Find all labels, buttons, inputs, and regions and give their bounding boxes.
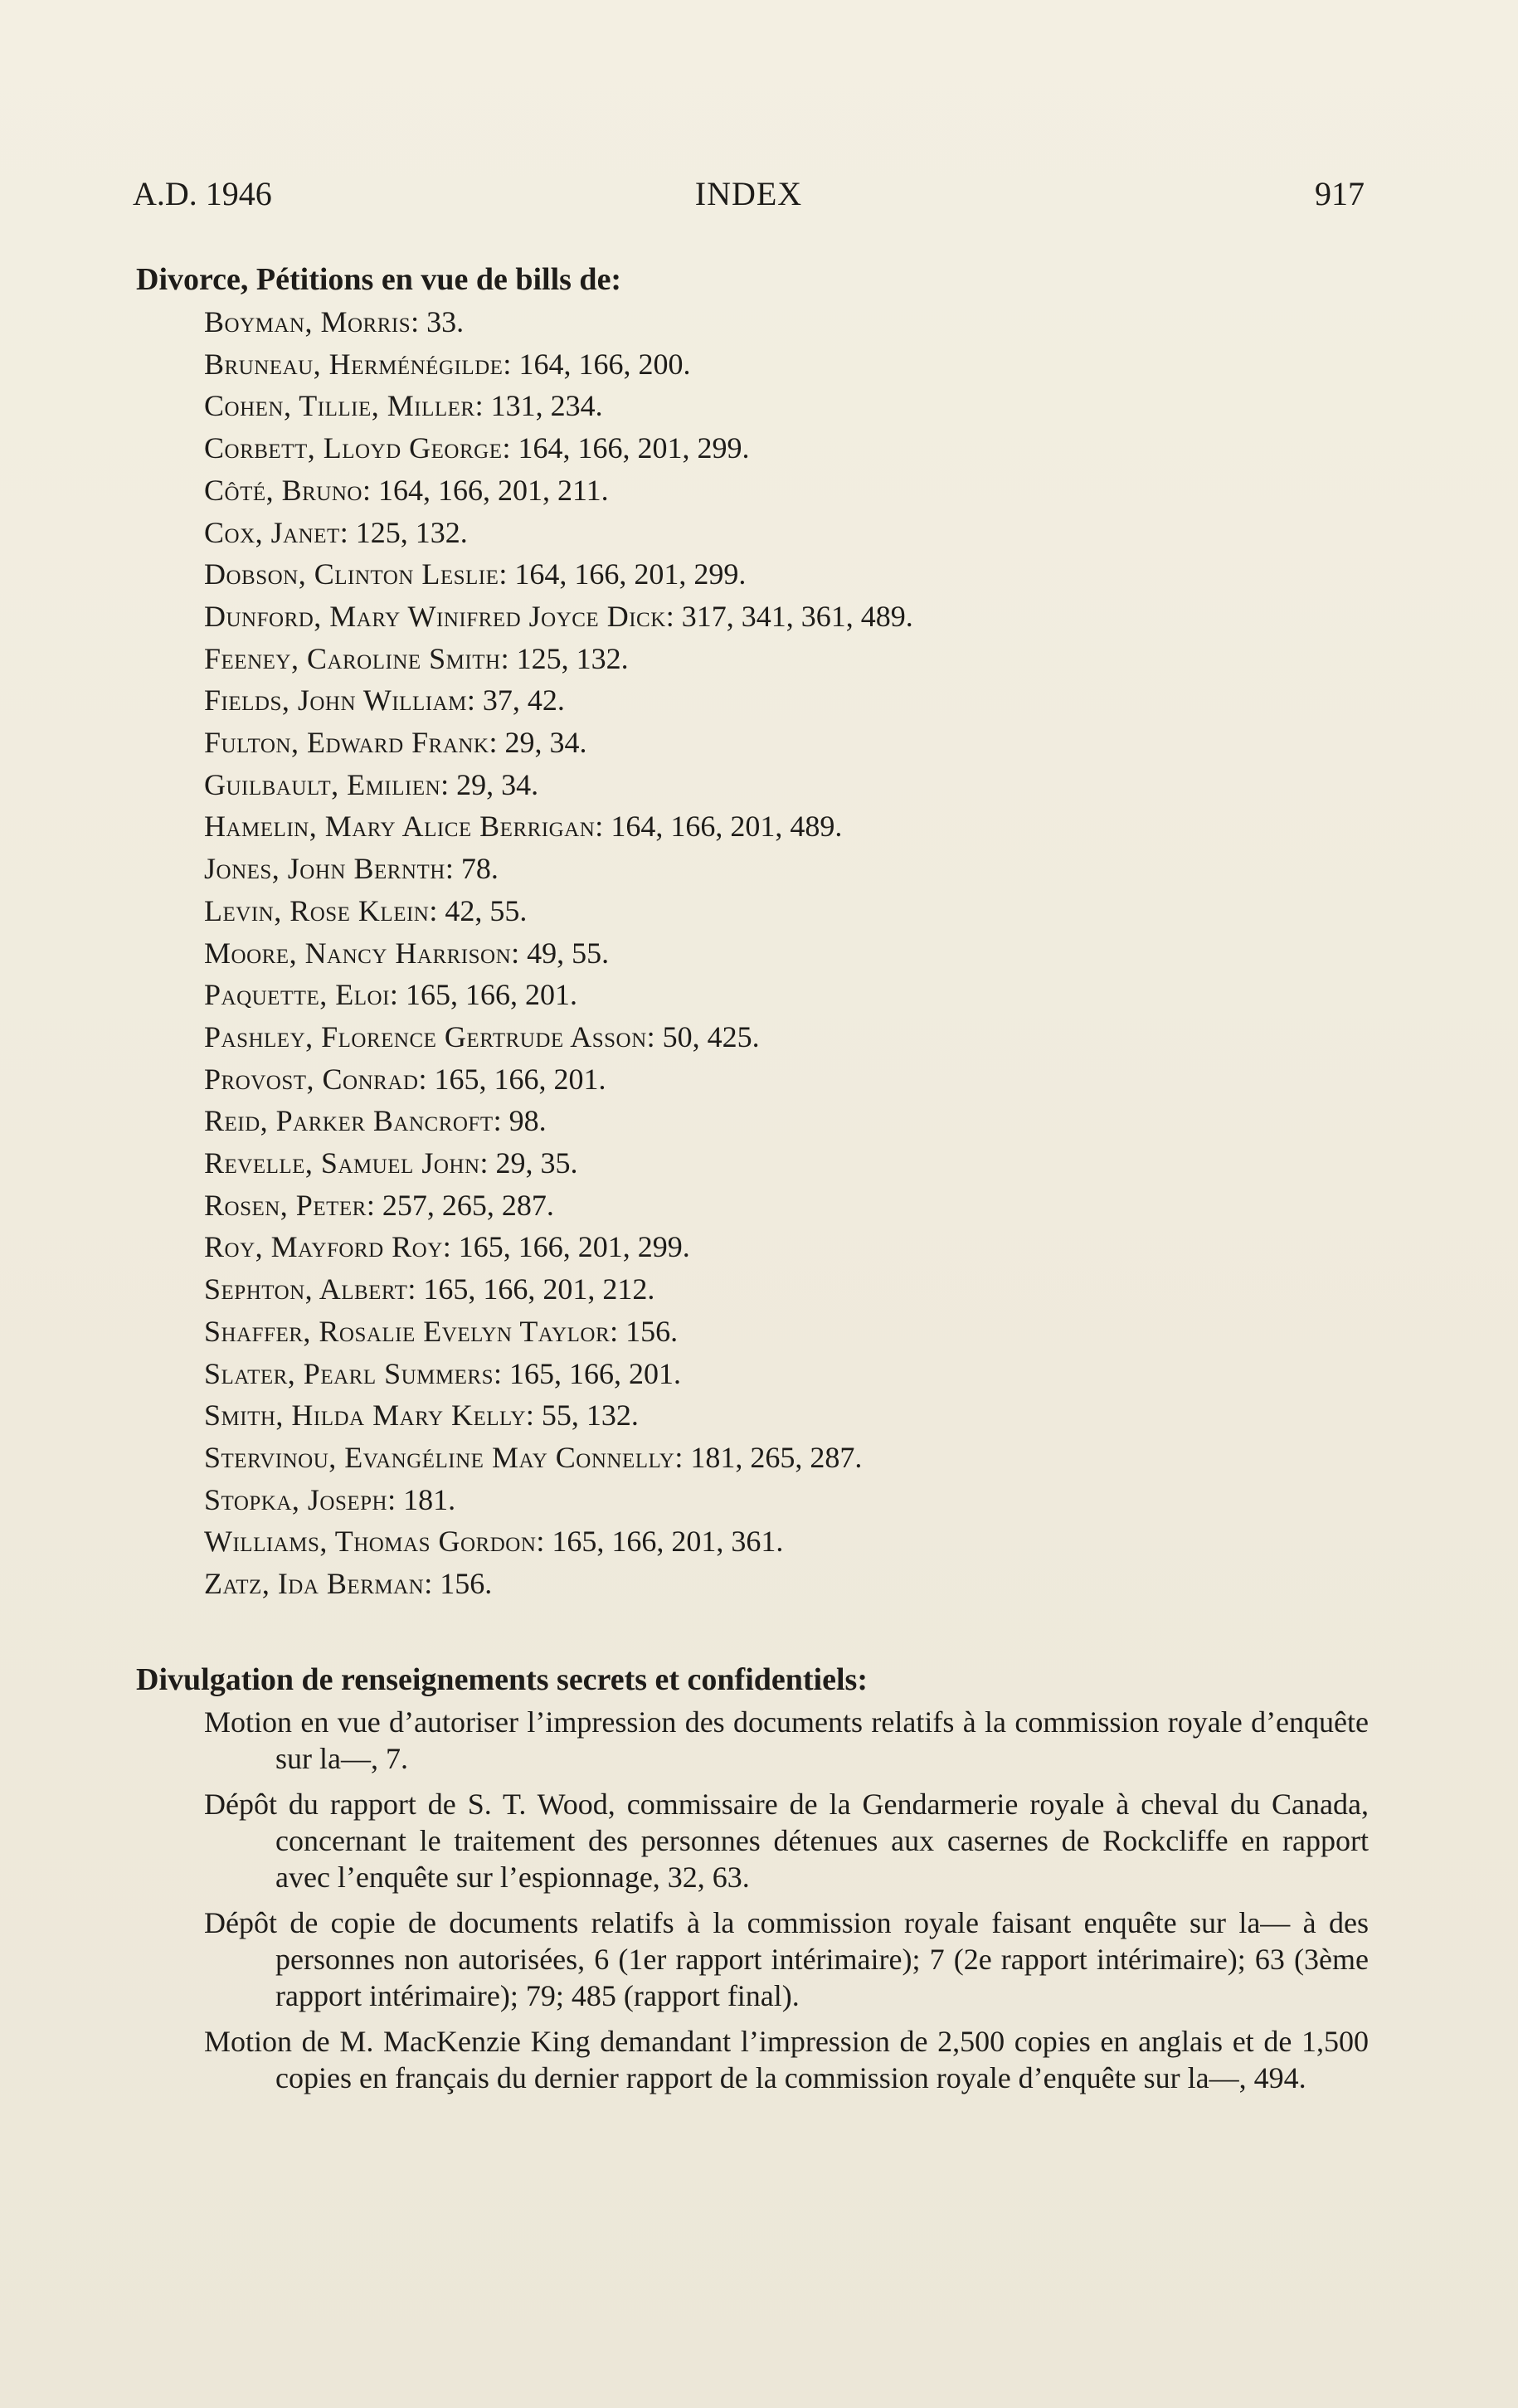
index-entry: Zatz, Ida Berman: 156. [204,1567,493,1601]
entry-name: Bruneau, Herménégilde [204,347,504,381]
entry-name: Stervinou, Evangéline May Connelly [204,1440,675,1474]
section-heading-divulgation: Divulgation de renseignements secrets et confidentiels: [136,1662,868,1697]
entry-pages: 165, 166, 201. [434,1062,606,1096]
index-entry: Provost, Conrad: 165, 166, 201. [204,1062,606,1096]
index-entry: Revelle, Samuel John: 29, 35. [204,1146,578,1180]
index-entry: Corbett, Lloyd George: 164, 166, 201, 299. [204,431,750,465]
index-entry: Roy, Mayford Roy: 165, 166, 201, 299. [204,1230,690,1264]
entry-name: Roy, Mayford Roy [204,1230,443,1264]
header-year: A.D. 1946 [133,175,272,212]
section-divorce [133,259,1369,1605]
index-entry: Hamelin, Mary Alice Berrigan: 164, 166, 201, 489. [204,810,843,844]
entry-name: Hamelin, Mary Alice Berrigan [204,810,596,844]
entry-name: Revelle, Samuel John [204,1146,480,1180]
index-entry: Côté, Bruno: 164, 166, 201, 211. [204,473,609,507]
entry-name: Cohen, Tillie, Miller [204,389,475,423]
entry-pages: 164, 166, 200. [518,347,691,381]
section-divulgation [133,1659,1369,2105]
entry-pages: 78. [460,852,499,886]
index-entry: Smith, Hilda Mary Kelly: 55, 132. [204,1399,639,1433]
entry-pages: 181. [403,1482,456,1516]
header-title: INDEX [694,175,803,212]
index-entry: Guilbault, Emilien: 29, 34. [204,767,539,801]
entry-name: Moore, Nancy Harrison [204,936,512,970]
section-heading-divorce: Divorce, Pétitions en vue de bills de: [136,262,622,297]
index-entry: Slater, Pearl Summers: 165, 166, 201. [204,1356,681,1390]
entry-pages: 131, 234. [490,389,603,423]
index-entry: Cohen, Tillie, Miller: 131, 234. [204,389,603,423]
entry-pages: 164, 166, 201, 299. [518,431,750,465]
entry-name: Shaffer, Rosalie Evelyn Taylor [204,1314,611,1348]
index-entry: Paquette, Eloi: 165, 166, 201. [204,978,577,1012]
index-entry: Stervinou, Evangéline May Connelly: 181, 265, 287. [204,1440,863,1474]
index-entry: Levin, Rose Klein: 42, 55. [204,893,528,927]
entry-name: Reid, Parker Bancroft [204,1104,494,1138]
entry-pages: 165, 166, 201, 299. [458,1230,690,1264]
entry-pages: 164, 166, 201, 489. [611,810,843,844]
entry-name: Levin, Rose Klein [204,893,430,927]
entry-pages: 165, 166, 201, 361. [552,1525,784,1559]
index-entry: Sephton, Albert: 165, 166, 201, 212. [204,1272,655,1306]
entry-pages: 37, 42. [482,683,565,718]
running-header [133,171,1365,217]
index-entry: Rosen, Peter: 257, 265, 287. [204,1188,554,1222]
index-subentry: Motion de M. MacKenzie King demandant l’impression de 2,500 copies en anglais et de 1,500 copies en français du dernier rapport de la commission royale d’enquête sur la—, 494. [204,2025,1369,2094]
entry-name: Côté, Bruno [204,473,362,507]
page-number: 917 [1315,175,1365,212]
entry-pages: 156. [625,1314,679,1348]
entry-pages: 165, 166, 201, 212. [423,1272,655,1306]
divorce-entry-list [133,301,1369,1605]
index-subentry: Dépôt du rapport de S. T. Wood, commissaire de la Gendarmerie royale à cheval du Canada, concernant le traitement des personnes détenues aux casernes de Rockcliffe en rapport avec l’enquête sur l’espionnage, 32, 63. [204,1788,1369,1894]
index-entry: Dobson, Clinton Leslie: 164, 166, 201, 299. [204,557,747,591]
entry-pages: 29, 35. [495,1146,578,1180]
index-subentry: Dépôt de copie de documents relatifs à la commission royale faisant enquête sur la— à des personnes non autorisées, 6 (1er rapport intérimaire); 7 (2e rapport intérimaire); 63 (3ème rapport intérimaire); 79; 485 (rapport final). [204,1906,1369,2012]
index-entry: Fields, John William: 37, 42. [204,683,565,718]
entry-pages: 29, 34. [456,767,539,801]
entry-name: Rosen, Peter [204,1188,367,1222]
entry-name: Guilbault, Emilien [204,767,441,801]
entry-name: Cox, Janet [204,515,340,549]
entry-pages: 33. [426,305,465,338]
index-entry: Moore, Nancy Harrison: 49, 55. [204,936,610,970]
entry-pages: 55, 132. [541,1399,639,1433]
index-entry: Dunford, Mary Winifred Joyce Dick: 317, 341, 361, 489. [204,599,913,633]
index-entry: Shaffer, Rosalie Evelyn Taylor: 156. [204,1314,679,1348]
entry-pages: 29, 34. [504,726,587,760]
entry-pages: 164, 166, 201, 299. [514,557,747,591]
index-entry: Jones, John Bernth: 78. [204,852,499,886]
index-entry: Boyman, Morris: 33. [204,305,465,338]
index-entry: Feeney, Caroline Smith: 125, 132. [204,641,629,675]
entry-name: Dobson, Clinton Leslie [204,557,499,591]
entry-name: Paquette, Eloi [204,978,390,1012]
index-entry: Bruneau, Herménégilde: 164, 166, 200. [204,347,691,381]
entry-pages: 125, 132. [355,515,468,549]
index-subentry: Motion en vue d’autoriser l’impression des documents relatifs à la commission royale d’enquête sur la—, 7. [204,1705,1369,1775]
entry-pages: 49, 55. [527,936,610,970]
entry-name: Fields, John William [204,683,467,718]
entry-pages: 317, 341, 361, 489. [681,599,913,633]
entry-pages: 164, 166, 201, 211. [377,473,609,507]
entry-name: Stopka, Joseph [204,1482,388,1516]
entry-pages: 165, 166, 201. [405,978,577,1012]
entry-name: Smith, Hilda Mary Kelly [204,1399,526,1433]
entry-name: Dunford, Mary Winifred Joyce Dick [204,599,666,633]
index-entry: Stopka, Joseph: 181. [204,1482,456,1516]
entry-name: Corbett, Lloyd George [204,431,503,465]
entry-name: Sephton, Albert [204,1272,408,1306]
divulgation-entry-list [133,1704,1369,2096]
index-entry: Cox, Janet: 125, 132. [204,515,468,549]
entry-name: Feeney, Caroline Smith [204,641,501,675]
entry-name: Fulton, Edward Frank [204,726,489,760]
entry-pages: 42, 55. [445,893,528,927]
index-entry: Reid, Parker Bancroft: 98. [204,1104,547,1138]
entry-name: Zatz, Ida Berman [204,1567,425,1601]
entry-pages: 125, 132. [516,641,629,675]
index-entry: Pashley, Florence Gertrude Asson: 50, 425. [204,1019,760,1053]
index-entry: Fulton, Edward Frank: 29, 34. [204,726,587,760]
entry-name: Williams, Thomas Gordon [204,1525,537,1559]
entry-pages: 98. [508,1104,547,1138]
entry-pages: 165, 166, 201. [508,1356,681,1390]
entry-name: Pashley, Florence Gertrude Asson [204,1019,647,1053]
entry-pages: 257, 265, 287. [382,1188,554,1222]
entry-name: Provost, Conrad [204,1062,419,1096]
entry-name: Jones, John Bernth [204,852,445,886]
entry-pages: 156. [440,1567,493,1601]
entry-name: Slater, Pearl Summers [204,1356,494,1390]
entry-pages: 181, 265, 287. [690,1440,863,1474]
entry-name: Boyman, Morris [204,305,411,338]
index-entry: Williams, Thomas Gordon: 165, 166, 201, 361. [204,1525,784,1559]
entry-pages: 50, 425. [662,1019,760,1053]
